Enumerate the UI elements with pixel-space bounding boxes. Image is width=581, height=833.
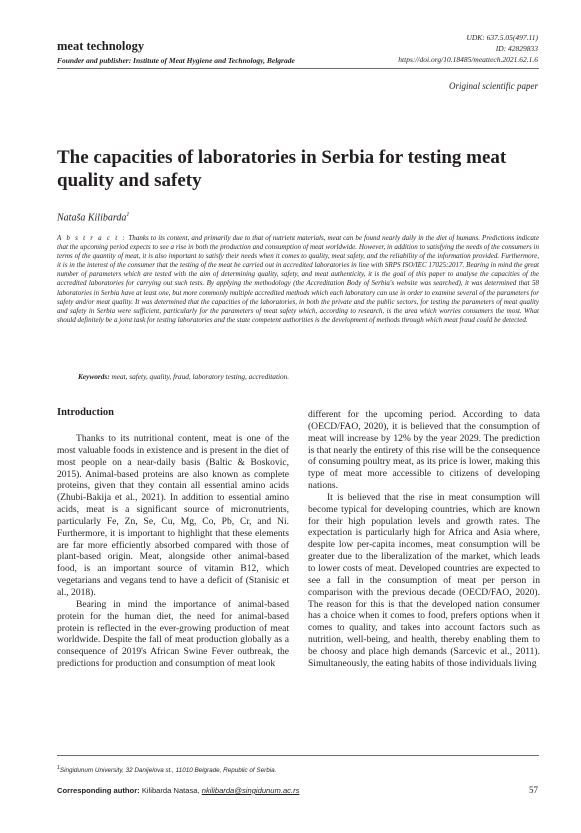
footnote-mark: 1 — [57, 765, 60, 771]
doi-link[interactable]: https://doi.org/10.18485/meattech.2021.62.1.6 — [398, 55, 538, 64]
page-number: 57 — [529, 785, 538, 795]
paragraph: Thanks to its nutritional content, meat is one of the most valuable foods in existence and is present in the diet of most people on a near-daily basis (Baltic & Boskovic, 2015). Animal-based proteins are also known as complete proteins, given that they contain all essential amino acids (Zhubi-Bakija et al., 2021). In addition to essential amino acids, meat is a significant source of micronutrients, particularly Fe, Zn, Se, Cu, Mg, Co, Pb, Cr, and Ni. Furthermore, it is important to highlight that these elements are far more efficiently absorbed compared with those of plant-based origin. Meat, alongside other animal-based food, is an important source of vitamin B12, which vegetarians and vegans tend to have a deficit of (Stanisic et al., 2018). — [57, 433, 289, 598]
publisher-line: Founder and publisher: Institute of Meat Hygiene and Technology, Belgrade — [57, 56, 295, 65]
author-name: Nataša Kilibarda — [57, 212, 127, 224]
author-affiliation-mark: 1 — [126, 212, 130, 218]
article-id: ID: 42829833 — [495, 44, 538, 53]
abstract — [57, 234, 539, 325]
article-title: The capacities of laboratories in Serbia for testing meat quality and safety — [57, 147, 507, 191]
body-column-left — [57, 433, 289, 670]
keywords — [78, 372, 289, 381]
section-heading-introduction: Introduction — [57, 407, 114, 418]
paragraph: It is believed that the rise in meat consumption will become typical for developing countries, which are known for their high population levels and growth rates. The expectation is particularly high for Africa and Asia where, despite low per-capita incomes, meat consumption will be greater due to the liberalization of the market, which leads to lower costs of meat. Developed countries are expected to see a fall in the consumption of meat per person in comparison with the previous decade (OECD/FAO, 2020). The reason for this is that the developed nation consumer has a choice when it comes to food, prefers options when it comes to quality, and takes into account factors such as nutrition, well-being, and health, thereby enabling them to be choosy and place high demands (Sarcevic et al., 2011). Simultaneously, the eating habits of those individuals living — [308, 491, 540, 669]
author-line — [57, 212, 129, 223]
abstract-label: A b s t r a c t : — [57, 234, 127, 242]
corresponding-author-name: Kilibarda Natasa, — [141, 786, 200, 795]
keywords-label: Keywords: — [78, 372, 110, 381]
keywords-list: meat, safety, quality, fraud, laboratory testing, accreditation. — [111, 372, 290, 381]
journal-name: meat technology — [57, 39, 145, 53]
corresponding-author — [57, 786, 299, 795]
footer-rule — [57, 755, 539, 756]
header-rule — [57, 68, 539, 69]
footnote-text: Singidunum University, 32 Danijelova st., 11010 Belgrade, Republic of Serbia. — [59, 767, 277, 775]
corresponding-author-label: Corresponding author: — [57, 786, 140, 795]
abstract-text: Thanks to its content, and primarily due to that of nutrient materials, meat can be found nearly daily in the diet of humans. Predictions indicate that the upcoming period expects to see a rise in both the production and consumption of meat worldwide. However, in addition to satisfying the needs of the consumers in terms of the quantity of meat, it is also important to satisfy their needs when it comes to quality, meat safety, and the reliability of the information provided. Furthermore, it is in the interest of the consumer that the testing of the meat be carried out in accredited laboratories in line with SRPS ISO/IEC 17025:2017. Bearing in mind the great number of parameters which are tested with the aim of determining quality, safety, and meat authenticity, it is the goal of this paper to analyse the capacities of the accredited laboratories for carrying out such tests. By applying the methodology (the Accreditation Body of Serbia's website was searched), it was determined that 58 laboratories in Serbia have at least one, but more commonly multiple accredited methods which each laboratory can use in order to examine several of the parameters for safety and/or meat quality. It was determined that the capacities of the laboratories, in both the private and the public sectors, for testing the parameters of meat quality and safety in Serbia were sufficient, particularly for the parameters of meat safety which, according to research, is the area which worries consumers the most. What should definitely be a joint task for testing laboratories and the state competent authorities is the development of methods through which meat fraud could be detected. — [57, 234, 539, 324]
paper-type: Original scientific paper — [449, 81, 538, 91]
corresponding-author-email[interactable]: nkilibarda@singidunum.ac.rs — [201, 786, 300, 795]
udk-code: UDK: 637.5.05(497.11) — [466, 33, 538, 42]
article-identifiers — [278, 32, 538, 65]
affiliation-footnote — [57, 765, 276, 774]
paragraph: Bearing in mind the importance of animal-based protein for the human diet, the need for animal-based protein is reflected in the ever-growing production of meat worldwide. Despite the fall of meat production globally as a consequence of 2019's African Swine Fever outbreak, the predictions for production and consumption of meat look — [57, 598, 289, 670]
body-column-right — [308, 409, 540, 670]
paragraph: different for the upcoming period. According to data (OECD/FAO, 2020), it is believed that the consumption of meat will increase by 12% by the year 2029. The prediction is that nearly the entirety of this rise will be the consequence of consuming poultry meat, as its price is lower, making this type of meat more accessible to citizens of developing nations. — [308, 409, 540, 492]
